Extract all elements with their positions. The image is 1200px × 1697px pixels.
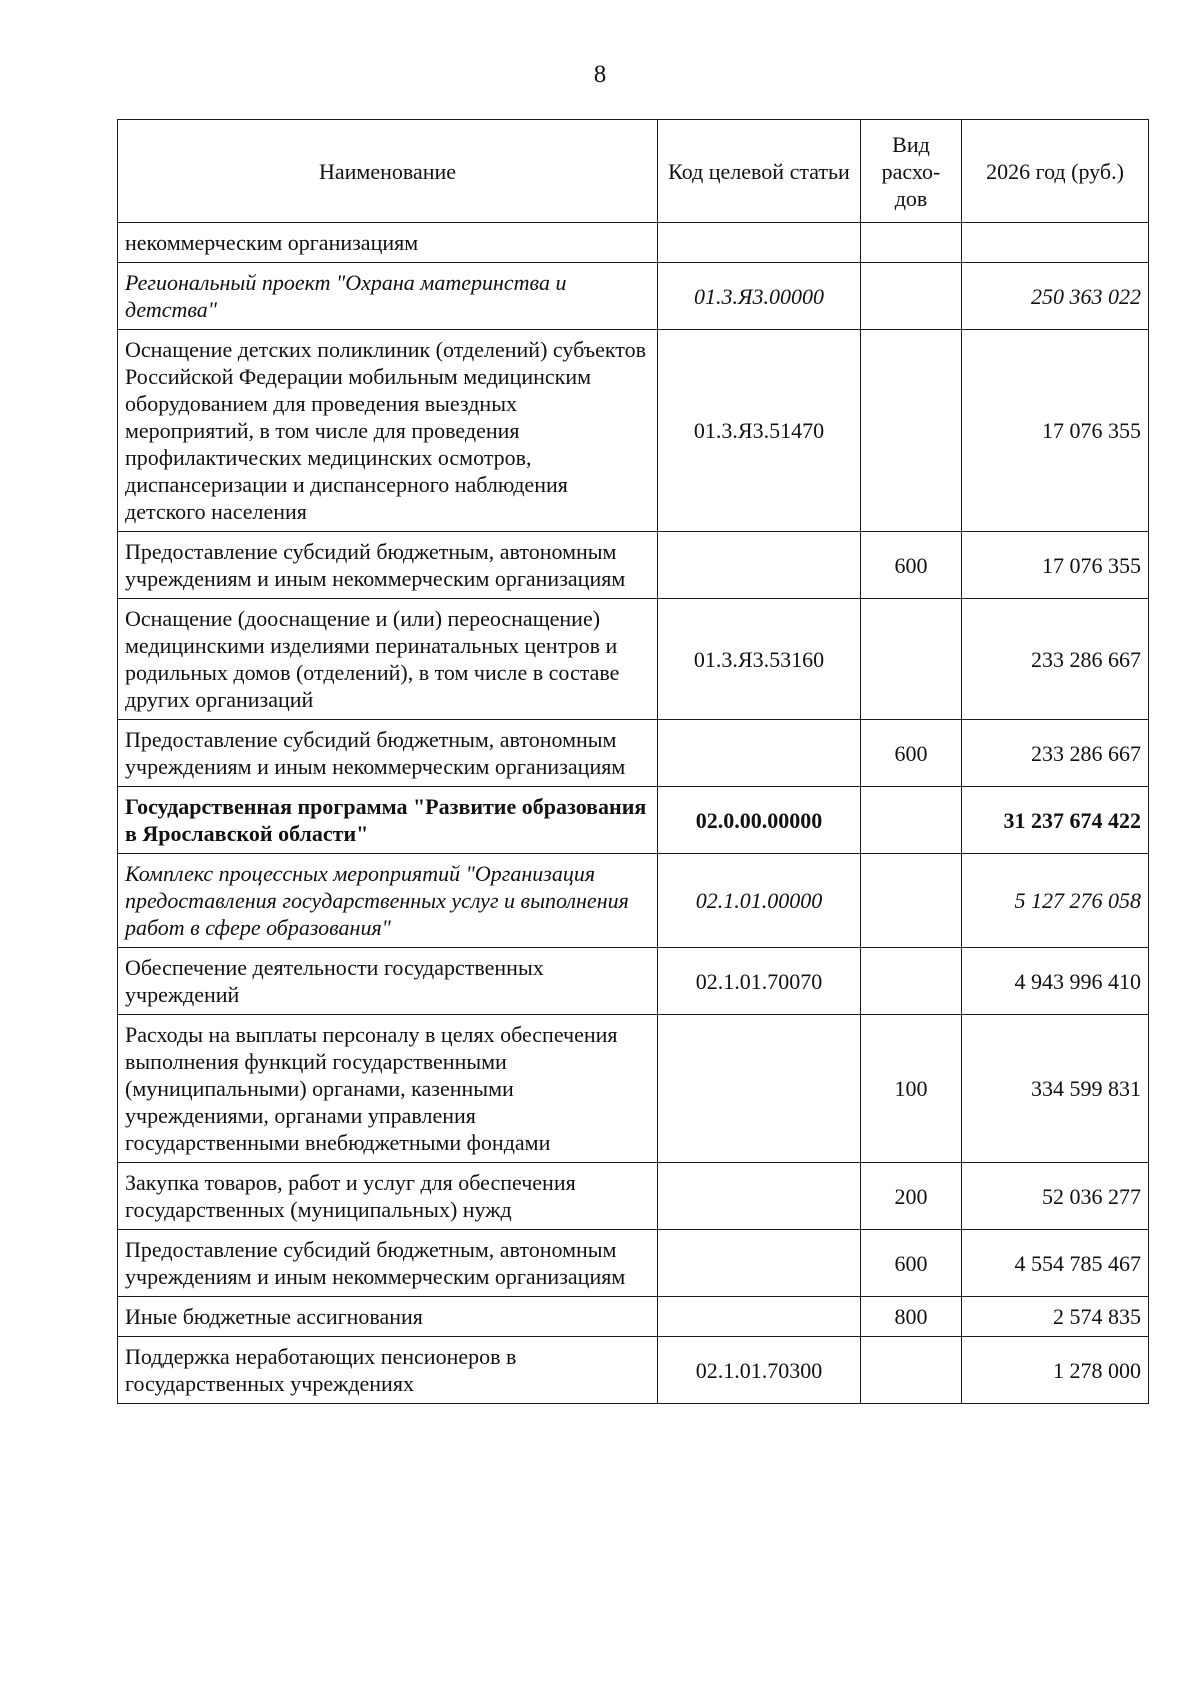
header-name: Наименование — [118, 120, 658, 223]
cell-name: Предоставление субсидий бюджетным, автономным учреждениям и иным некоммерческим организациям — [118, 532, 658, 599]
table-row — [118, 599, 1149, 720]
cell-sum: 5 127 276 058 — [962, 854, 1149, 948]
cell-sum: 17 076 355 — [962, 532, 1149, 599]
cell-sum: 250 363 022 — [962, 263, 1149, 330]
cell-type: 100 — [861, 1015, 962, 1163]
table-row — [118, 1297, 1149, 1337]
cell-sum: 52 036 277 — [962, 1163, 1149, 1230]
cell-sum — [962, 223, 1149, 263]
cell-type: 200 — [861, 1163, 962, 1230]
cell-code: 01.3.Я3.00000 — [658, 263, 861, 330]
table-row — [118, 330, 1149, 532]
header-type: Вид расхо-дов — [861, 120, 962, 223]
table-row — [118, 223, 1149, 263]
cell-name: Государственная программа "Развитие образования в Ярославской области" — [118, 787, 658, 854]
header-code: Код целевой статьи — [658, 120, 861, 223]
cell-code: 02.0.00.00000 — [658, 787, 861, 854]
cell-name: Поддержка неработающих пенсионеров в государственных учреждениях — [118, 1337, 658, 1404]
cell-type: 600 — [861, 532, 962, 599]
cell-type — [861, 787, 962, 854]
cell-sum: 4 554 785 467 — [962, 1230, 1149, 1297]
cell-sum: 4 943 996 410 — [962, 948, 1149, 1015]
cell-code: 02.1.01.70300 — [658, 1337, 861, 1404]
cell-name: Комплекс процессных мероприятий "Организация предоставления государственных услуг и выполнения работ в сфере образования" — [118, 854, 658, 948]
cell-code: 02.1.01.00000 — [658, 854, 861, 948]
cell-type: 600 — [861, 720, 962, 787]
cell-code — [658, 1015, 861, 1163]
budget-table — [117, 119, 1149, 1404]
cell-sum: 1 278 000 — [962, 1337, 1149, 1404]
table-header-row — [118, 120, 1149, 223]
cell-code — [658, 1230, 861, 1297]
table-row — [118, 532, 1149, 599]
cell-type — [861, 854, 962, 948]
cell-sum: 17 076 355 — [962, 330, 1149, 532]
table-row — [118, 787, 1149, 854]
cell-sum: 31 237 674 422 — [962, 787, 1149, 854]
cell-code: 01.3.Я3.53160 — [658, 599, 861, 720]
cell-name: Региональный проект "Охрана материнства и детства" — [118, 263, 658, 330]
cell-code — [658, 223, 861, 263]
cell-code — [658, 1163, 861, 1230]
cell-name: Расходы на выплаты персоналу в целях обеспечения выполнения функций государственными (муниципальными) органами, казенными учреждениями, органами управления государственными внебюджетными фондами — [118, 1015, 658, 1163]
cell-code: 02.1.01.70070 — [658, 948, 861, 1015]
cell-code: 01.3.Я3.51470 — [658, 330, 861, 532]
table-row — [118, 948, 1149, 1015]
cell-type — [861, 263, 962, 330]
cell-type — [861, 948, 962, 1015]
cell-type: 800 — [861, 1297, 962, 1337]
cell-type — [861, 599, 962, 720]
cell-type — [861, 223, 962, 263]
header-sum: 2026 год (руб.) — [962, 120, 1149, 223]
cell-sum: 334 599 831 — [962, 1015, 1149, 1163]
cell-name: Предоставление субсидий бюджетным, автономным учреждениям и иным некоммерческим организациям — [118, 1230, 658, 1297]
cell-type — [861, 1337, 962, 1404]
cell-name: Обеспечение деятельности государственных учреждений — [118, 948, 658, 1015]
table-row — [118, 1337, 1149, 1404]
table-row — [118, 1015, 1149, 1163]
cell-code — [658, 1297, 861, 1337]
cell-name: Закупка товаров, работ и услуг для обеспечения государственных (муниципальных) нужд — [118, 1163, 658, 1230]
cell-code — [658, 720, 861, 787]
page-number: 8 — [593, 61, 607, 88]
table-row — [118, 1230, 1149, 1297]
cell-name: Оснащение детских поликлиник (отделений) субъектов Российской Федерации мобильным медицинским оборудованием для проведения выездных мероприятий, в том числе для проведения профилактических медицинских осмотров, диспансеризации и диспансерного наблюдения детского населения — [118, 330, 658, 532]
cell-sum: 233 286 667 — [962, 599, 1149, 720]
cell-sum: 233 286 667 — [962, 720, 1149, 787]
cell-name: некоммерческим организациям — [118, 223, 658, 263]
table-row — [118, 854, 1149, 948]
cell-name: Предоставление субсидий бюджетным, автономным учреждениям и иным некоммерческим организациям — [118, 720, 658, 787]
table-row — [118, 263, 1149, 330]
table-row — [118, 720, 1149, 787]
table-row — [118, 1163, 1149, 1230]
cell-type: 600 — [861, 1230, 962, 1297]
cell-code — [658, 532, 861, 599]
cell-type — [861, 330, 962, 532]
cell-name: Оснащение (дооснащение и (или) переоснащение) медицинскими изделиями перинатальных центров и родильных домов (отделений), в том числе в составе других организаций — [118, 599, 658, 720]
cell-name: Иные бюджетные ассигнования — [118, 1297, 658, 1337]
cell-sum: 2 574 835 — [962, 1297, 1149, 1337]
